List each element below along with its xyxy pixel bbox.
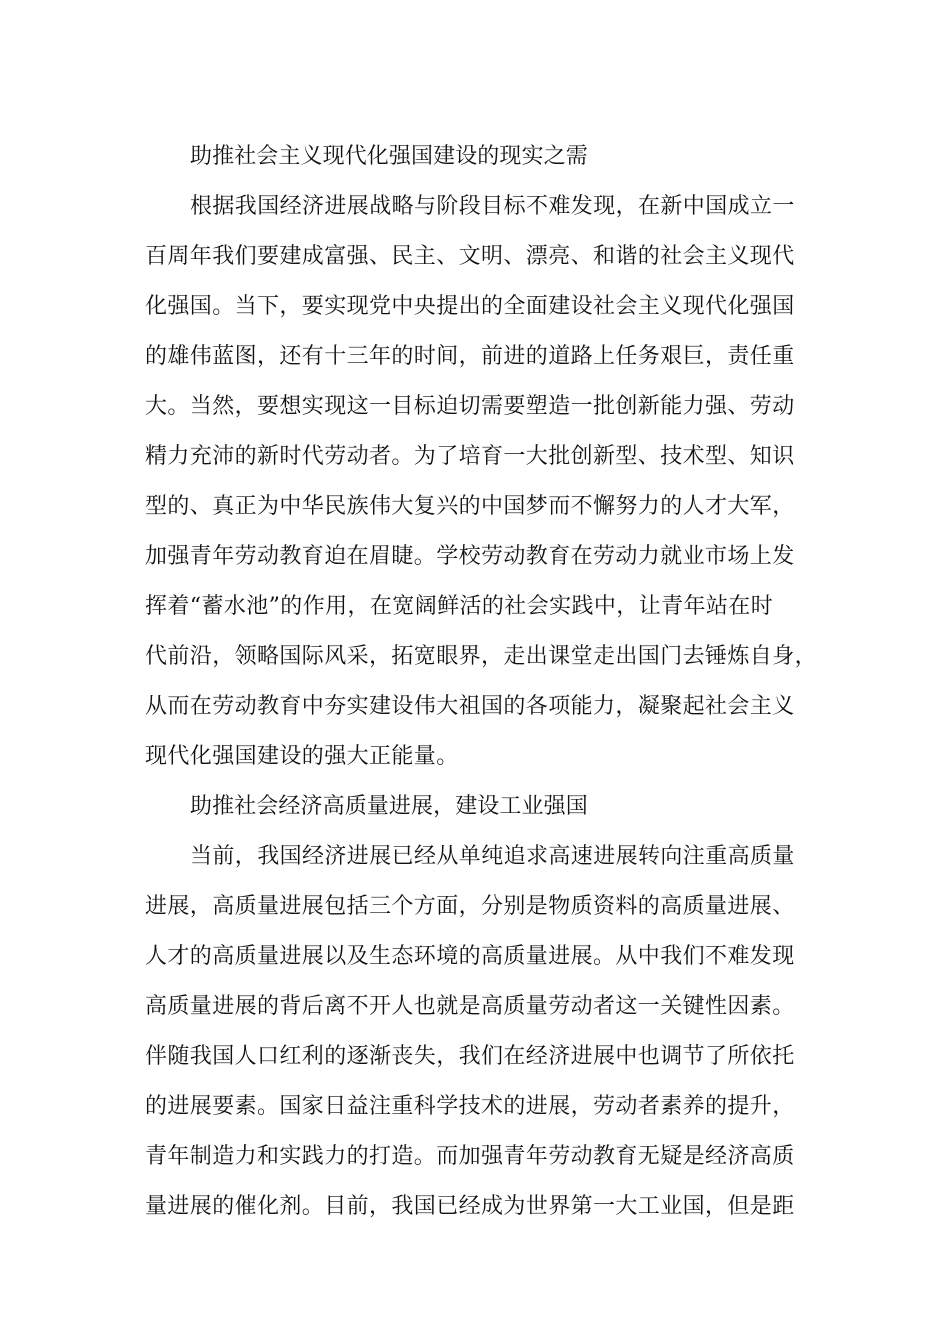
paragraph-line: 从而在劳动教育中夯实建设伟大祖国的各项能力，凝聚起社会主义: [145, 694, 795, 719]
paragraph-line: 当前，我国经济进展已经从单纯追求高速进展转向注重高质量: [190, 844, 795, 869]
section-heading-2: 助推社会经济高质量进展，建设工业强国: [190, 794, 588, 819]
paragraph-line: 根据我国经济进展战略与阶段目标不难发现，在新中国成立一: [190, 194, 795, 219]
paragraph-line: 高质量进展的背后离不开人也就是高质量劳动者这一关键性因素。: [145, 994, 795, 1019]
paragraph-line: 加强青年劳动教育迫在眉睫。学校劳动教育在劳动力就业市场上发: [145, 544, 795, 569]
paragraph-line: 的进展要素。国家日益注重科学技术的进展，劳动者素养的提升，: [145, 1094, 795, 1119]
paragraph-line: 进展，高质量进展包括三个方面，分别是物质资料的高质量进展、: [145, 894, 795, 919]
paragraph-line: 青年制造力和实践力的打造。而加强青年劳动教育无疑是经济高质: [145, 1144, 795, 1169]
paragraph-line: 人才的高质量进展以及生态环境的高质量进展。从中我们不难发现: [145, 944, 795, 969]
paragraph-line: 大。当然，要想实现这一目标迫切需要塑造一批创新能力强、劳动: [145, 394, 795, 419]
document-body: [145, 132, 818, 1232]
paragraph-line: 挥着“蓄水池”的作用，在宽阔鲜活的社会实践中，让青年站在时: [145, 594, 774, 619]
paragraph-line: 代前沿，领略国际风采，拓宽眼界，走出课堂走出国门去锤炼自身，: [145, 644, 818, 669]
paragraph-line: 伴随我国人口红利的逐渐丧失，我们在经济进展中也调节了所依托: [145, 1044, 795, 1069]
paragraph-line: 量进展的催化剂。目前，我国已经成为世界第一大工业国，但是距: [145, 1194, 795, 1219]
paragraph-line: 型的、真正为中华民族伟大复兴的中国梦而不懈努力的人才大军，: [145, 494, 795, 519]
paragraph-line: 现代化强国建设的强大正能量。: [145, 744, 459, 769]
paragraph-line: 化强国。当下，要实现党中央提出的全面建设社会主义现代化强国: [145, 294, 795, 319]
section-heading-1: 助推社会主义现代化强国建设的现实之需: [190, 144, 588, 169]
paragraph-line: 的雄伟蓝图，还有十三年的时间，前进的道路上任务艰巨，责任重: [145, 344, 795, 369]
paragraph-line: 百周年我们要建成富强、民主、文明、漂亮、和谐的社会主义现代: [145, 244, 795, 269]
paragraph-line: 精力充沛的新时代劳动者。为了培育一大批创新型、技术型、知识: [145, 444, 795, 469]
